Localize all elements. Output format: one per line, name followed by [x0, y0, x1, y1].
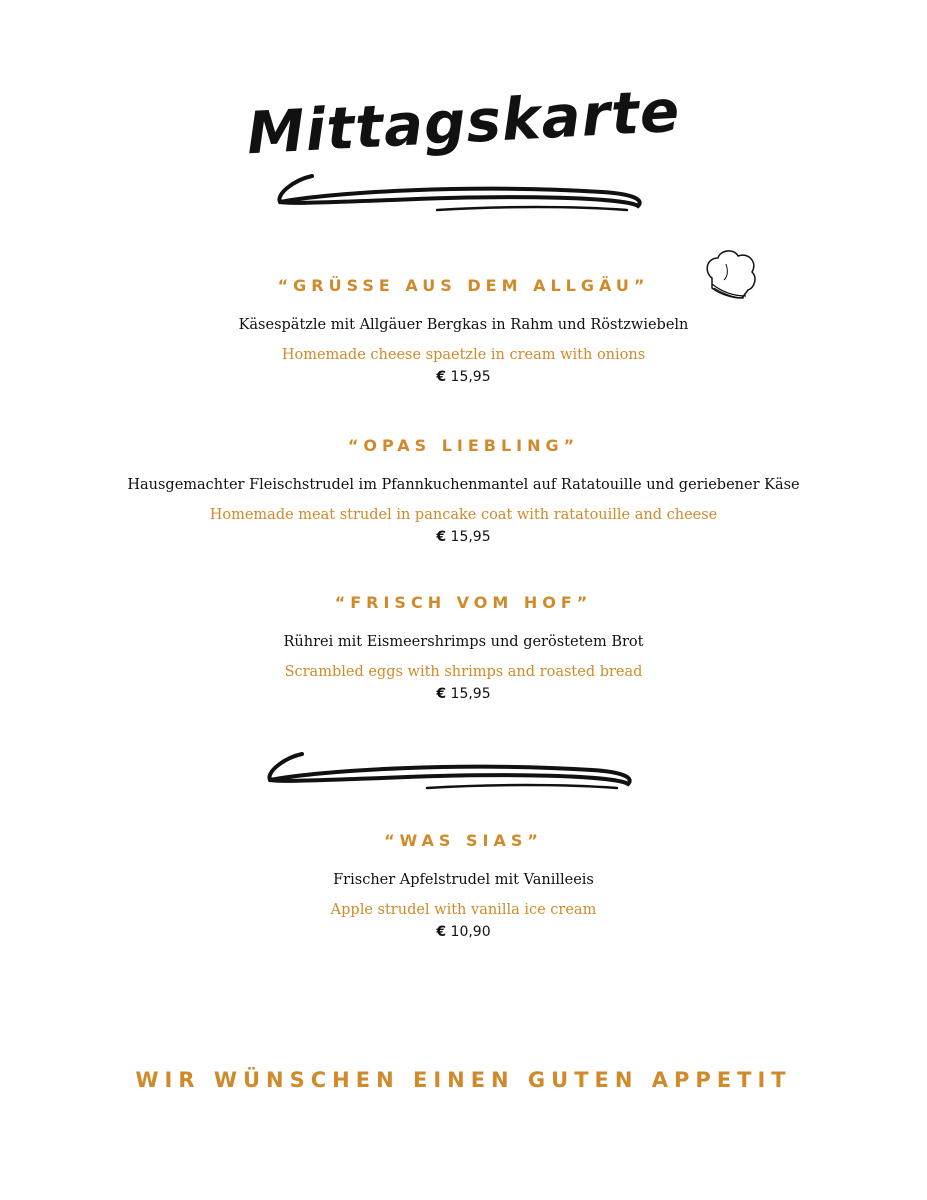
dish-name-de: Frischer Apfelstrudel mit Vanilleeis [333, 872, 594, 888]
price-value: 15,95 [450, 529, 491, 545]
section-heading: “FRISCH VOM HOF” [334, 593, 593, 612]
dish-name-de: Hausgemachter Fleischstrudel im Pfannkuchenmantel auf Ratatouille und geriebener Käse [127, 477, 800, 493]
menu-section [0, 831, 927, 940]
currency-symbol: € [436, 369, 447, 385]
dish-name-en: Homemade meat strudel in pancake coat with ratatouille and cheese [209, 507, 718, 523]
brush-swoosh-divider-top [272, 170, 652, 220]
brush-swoosh-divider-middle [262, 748, 642, 798]
menu-section [0, 276, 927, 385]
currency-symbol: € [436, 529, 447, 545]
price-value: 10,90 [450, 924, 491, 940]
section-heading: “WAS SIAS” [384, 831, 543, 850]
closing-message: WIR WÜNSCHEN EINEN GUTEN APPETIT [135, 1068, 792, 1092]
currency-symbol: € [436, 686, 447, 702]
currency-symbol: € [436, 924, 447, 940]
menu-section [0, 593, 927, 702]
menu-section [0, 436, 927, 545]
dish-price [0, 369, 927, 385]
dish-name-en: Homemade cheese spaetzle in cream with onions [281, 347, 646, 363]
page-title: Mittagskarte [245, 76, 682, 168]
dish-name-de: Rührei mit Eismeershrimps und geröstetem Brot [283, 634, 644, 650]
dish-price [0, 924, 927, 940]
price-value: 15,95 [450, 686, 491, 702]
section-heading: “OPAS LIEBLING” [347, 436, 580, 455]
section-heading: “GRÜSSE AUS DEM ALLGÄU” [277, 276, 650, 295]
dish-name-en: Scrambled eggs with shrimps and roasted bread [284, 664, 643, 680]
price-value: 15,95 [450, 369, 491, 385]
dish-name-de: Käsespätzle mit Allgäuer Bergkas in Rahm und Röstzwiebeln [238, 317, 689, 333]
dish-price [0, 686, 927, 702]
dish-price [0, 529, 927, 545]
dish-name-en: Apple strudel with vanilla ice cream [330, 902, 597, 918]
